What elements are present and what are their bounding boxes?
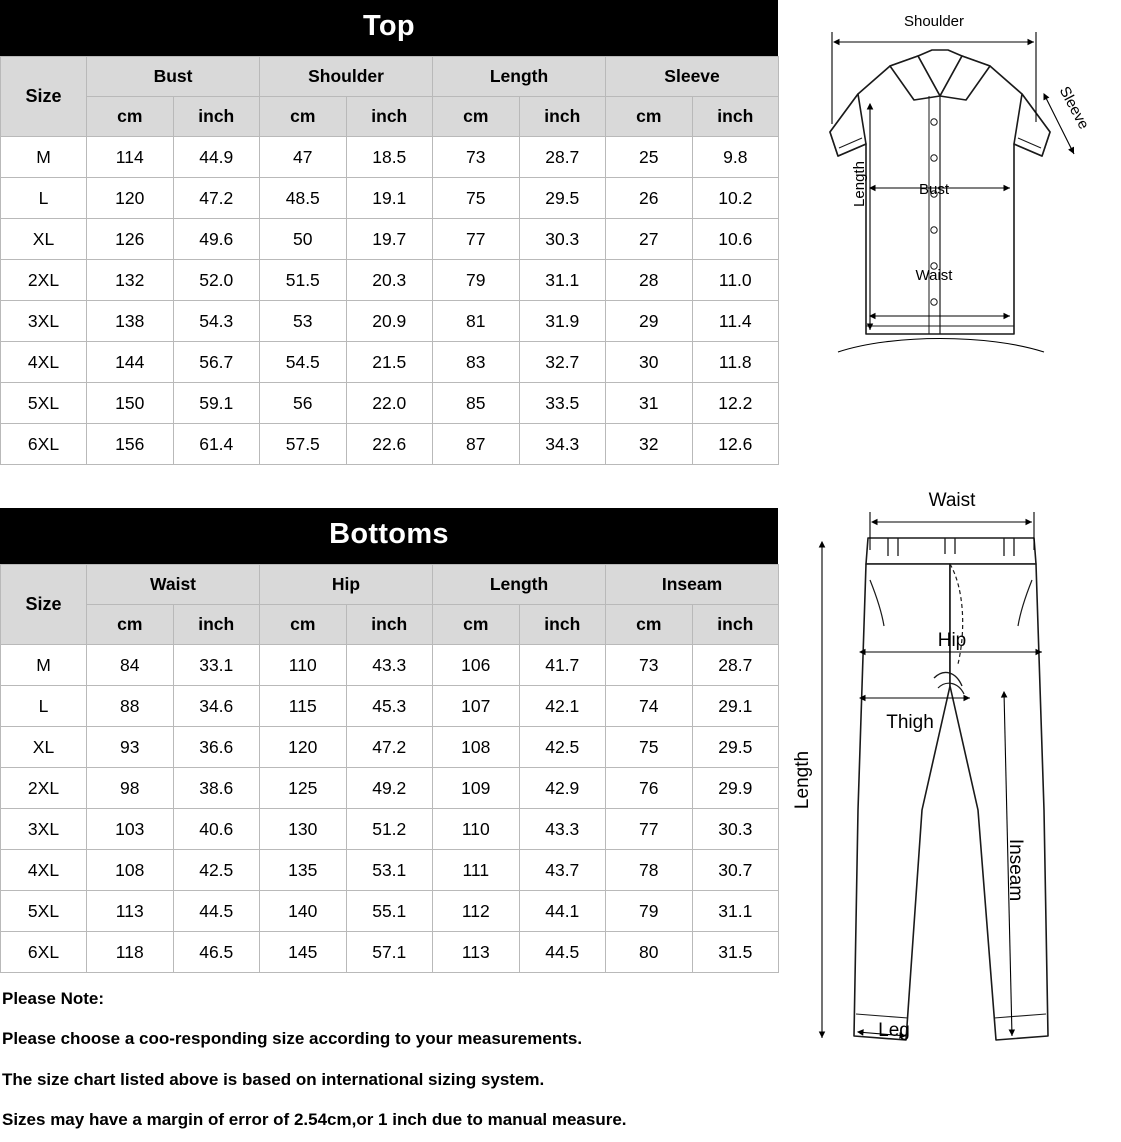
- cell-value: 28.7: [692, 645, 779, 686]
- cell-value: 41.7: [519, 645, 606, 686]
- top-size-chart: [0, 0, 778, 465]
- cell-value: 44.9: [173, 137, 260, 178]
- cell-value: 109: [433, 768, 520, 809]
- label-inseam: Inseam: [1005, 838, 1026, 902]
- cell-value: 47.2: [346, 727, 433, 768]
- cell-value: 50: [260, 219, 347, 260]
- cell-value: 25: [606, 137, 693, 178]
- cell-value: 28: [606, 260, 693, 301]
- header-group-inseam: Inseam: [606, 565, 779, 605]
- cell-size: 4XL: [1, 850, 87, 891]
- cell-value: 22.6: [346, 424, 433, 465]
- table-row: [1, 891, 779, 932]
- top-chart-title: Top: [0, 0, 778, 56]
- cell-value: 125: [260, 768, 347, 809]
- cell-size: 5XL: [1, 891, 87, 932]
- header-unit-cm: cm: [433, 605, 520, 645]
- cell-value: 87: [433, 424, 520, 465]
- cell-value: 44.5: [519, 932, 606, 973]
- cell-value: 42.5: [519, 727, 606, 768]
- cell-value: 32: [606, 424, 693, 465]
- cell-value: 103: [87, 809, 174, 850]
- notes-line-3: Sizes may have a margin of error of 2.54cm,or 1 inch due to manual measure.: [2, 1109, 627, 1129]
- cell-value: 150: [87, 383, 174, 424]
- header-group-shoulder: Shoulder: [260, 57, 433, 97]
- label-shoulder: Shoulder: [903, 13, 965, 30]
- cell-value: 98: [87, 768, 174, 809]
- cell-value: 73: [433, 137, 520, 178]
- cell-value: 77: [433, 219, 520, 260]
- cell-value: 93: [87, 727, 174, 768]
- cell-value: 11.4: [692, 301, 779, 342]
- cell-value: 115: [260, 686, 347, 727]
- cell-value: 75: [606, 727, 693, 768]
- header-unit-inch: inch: [346, 97, 433, 137]
- cell-value: 49.6: [173, 219, 260, 260]
- cell-value: 120: [87, 178, 174, 219]
- cell-value: 56: [260, 383, 347, 424]
- label-length: Length: [851, 161, 868, 207]
- notes-line-1: Please choose a coo-responding size according to your measurements.: [2, 1029, 583, 1049]
- cell-value: 29: [606, 301, 693, 342]
- header-unit-cm: cm: [433, 97, 520, 137]
- cell-value: 42.5: [173, 850, 260, 891]
- table-row: [1, 301, 779, 342]
- cell-value: 20.3: [346, 260, 433, 301]
- cell-value: 73: [606, 645, 693, 686]
- table-header-group-row: [1, 565, 779, 605]
- table-row: [1, 932, 779, 973]
- header-group-hip: Hip: [260, 565, 433, 605]
- cell-value: 107: [433, 686, 520, 727]
- label-waist: Waist: [928, 490, 976, 511]
- bottoms-size-chart: [0, 508, 778, 973]
- cell-value: 51.2: [346, 809, 433, 850]
- cell-value: 12.6: [692, 424, 779, 465]
- cell-value: 43.3: [519, 809, 606, 850]
- bottoms-size-table: [0, 564, 779, 973]
- cell-size: 2XL: [1, 768, 87, 809]
- header-unit-cm: cm: [606, 605, 693, 645]
- cell-value: 111: [433, 850, 520, 891]
- cell-value: 110: [260, 645, 347, 686]
- cell-value: 29.5: [519, 178, 606, 219]
- cell-value: 132: [87, 260, 174, 301]
- cell-size: 5XL: [1, 383, 87, 424]
- cell-value: 54.3: [173, 301, 260, 342]
- cell-size: XL: [1, 727, 87, 768]
- cell-value: 113: [87, 891, 174, 932]
- cell-value: 144: [87, 342, 174, 383]
- cell-value: 31: [606, 383, 693, 424]
- header-unit-cm: cm: [260, 605, 347, 645]
- cell-value: 114: [87, 137, 174, 178]
- cell-size: 2XL: [1, 260, 87, 301]
- cell-value: 79: [433, 260, 520, 301]
- cell-value: 22.0: [346, 383, 433, 424]
- table-row: [1, 260, 779, 301]
- cell-value: 42.1: [519, 686, 606, 727]
- cell-value: 29.9: [692, 768, 779, 809]
- cell-value: 27: [606, 219, 693, 260]
- cell-value: 110: [433, 809, 520, 850]
- cell-value: 85: [433, 383, 520, 424]
- cell-value: 76: [606, 768, 693, 809]
- table-row: [1, 727, 779, 768]
- cell-value: 61.4: [173, 424, 260, 465]
- cell-value: 31.5: [692, 932, 779, 973]
- cell-value: 49.2: [346, 768, 433, 809]
- bottoms-chart-title: Bottoms: [0, 508, 778, 564]
- cell-value: 12.2: [692, 383, 779, 424]
- cell-value: 42.9: [519, 768, 606, 809]
- table-header-unit-row: [1, 97, 779, 137]
- notes-line-2: The size chart listed above is based on international sizing system.: [2, 1069, 545, 1089]
- pants-diagram: [782, 480, 1118, 1100]
- cell-value: 19.7: [346, 219, 433, 260]
- cell-value: 118: [87, 932, 174, 973]
- cell-value: 31.9: [519, 301, 606, 342]
- table-row: [1, 137, 779, 178]
- table-header-unit-row: [1, 605, 779, 645]
- cell-size: 4XL: [1, 342, 87, 383]
- cell-value: 81: [433, 301, 520, 342]
- cell-value: 20.9: [346, 301, 433, 342]
- cell-value: 135: [260, 850, 347, 891]
- cell-size: L: [1, 686, 87, 727]
- header-group-length: Length: [433, 57, 606, 97]
- header-group-length: Length: [433, 565, 606, 605]
- header-unit-cm: cm: [87, 97, 174, 137]
- header-unit-inch: inch: [346, 605, 433, 645]
- header-group-waist: Waist: [87, 565, 260, 605]
- cell-value: 40.6: [173, 809, 260, 850]
- header-group-bust: Bust: [87, 57, 260, 97]
- header-unit-inch: inch: [173, 605, 260, 645]
- header-unit-inch: inch: [519, 97, 606, 137]
- header-size: Size: [1, 565, 87, 645]
- cell-size: 6XL: [1, 932, 87, 973]
- header-unit-inch: inch: [692, 605, 779, 645]
- table-row: [1, 850, 779, 891]
- cell-value: 138: [87, 301, 174, 342]
- table-row: [1, 809, 779, 850]
- cell-value: 19.1: [346, 178, 433, 219]
- header-unit-cm: cm: [260, 97, 347, 137]
- cell-value: 33.5: [519, 383, 606, 424]
- cell-value: 51.5: [260, 260, 347, 301]
- cell-value: 43.7: [519, 850, 606, 891]
- cell-value: 30: [606, 342, 693, 383]
- cell-size: 3XL: [1, 301, 87, 342]
- cell-value: 34.3: [519, 424, 606, 465]
- table-row: [1, 219, 779, 260]
- cell-size: M: [1, 137, 87, 178]
- cell-value: 140: [260, 891, 347, 932]
- cell-size: M: [1, 645, 87, 686]
- cell-size: L: [1, 178, 87, 219]
- cell-value: 112: [433, 891, 520, 932]
- cell-value: 34.6: [173, 686, 260, 727]
- cell-value: 106: [433, 645, 520, 686]
- cell-value: 53: [260, 301, 347, 342]
- cell-value: 84: [87, 645, 174, 686]
- cell-value: 44.5: [173, 891, 260, 932]
- cell-value: 29.5: [692, 727, 779, 768]
- cell-value: 74: [606, 686, 693, 727]
- cell-value: 10.6: [692, 219, 779, 260]
- cell-value: 18.5: [346, 137, 433, 178]
- cell-value: 83: [433, 342, 520, 383]
- cell-value: 54.5: [260, 342, 347, 383]
- cell-size: 6XL: [1, 424, 87, 465]
- cell-size: XL: [1, 219, 87, 260]
- cell-value: 9.8: [692, 137, 779, 178]
- cell-value: 31.1: [692, 891, 779, 932]
- table-row: [1, 645, 779, 686]
- cell-size: 3XL: [1, 809, 87, 850]
- table-row: [1, 424, 779, 465]
- top-size-table: [0, 56, 779, 465]
- cell-value: 11.0: [692, 260, 779, 301]
- cell-value: 53.1: [346, 850, 433, 891]
- label-length: Length: [792, 750, 813, 810]
- header-unit-cm: cm: [87, 605, 174, 645]
- label-bust: Bust: [918, 181, 950, 198]
- label-hip: Hip: [937, 630, 967, 651]
- cell-value: 43.3: [346, 645, 433, 686]
- label-thigh: Thigh: [886, 712, 934, 733]
- cell-value: 156: [87, 424, 174, 465]
- cell-value: 56.7: [173, 342, 260, 383]
- cell-value: 28.7: [519, 137, 606, 178]
- cell-value: 77: [606, 809, 693, 850]
- cell-value: 47: [260, 137, 347, 178]
- cell-value: 120: [260, 727, 347, 768]
- cell-value: 30.3: [519, 219, 606, 260]
- cell-value: 38.6: [173, 768, 260, 809]
- cell-value: 108: [433, 727, 520, 768]
- cell-value: 44.1: [519, 891, 606, 932]
- cell-value: 33.1: [173, 645, 260, 686]
- label-sleeve: Sleeve: [1055, 83, 1093, 133]
- notes-section: [0, 978, 778, 1139]
- cell-value: 46.5: [173, 932, 260, 973]
- notes-heading: Please Note:: [2, 989, 105, 1008]
- header-unit-cm: cm: [606, 97, 693, 137]
- cell-value: 145: [260, 932, 347, 973]
- cell-value: 113: [433, 932, 520, 973]
- cell-value: 32.7: [519, 342, 606, 383]
- header-unit-inch: inch: [519, 605, 606, 645]
- table-row: [1, 768, 779, 809]
- header-group-sleeve: Sleeve: [606, 57, 779, 97]
- cell-value: 88: [87, 686, 174, 727]
- cell-value: 31.1: [519, 260, 606, 301]
- cell-value: 59.1: [173, 383, 260, 424]
- cell-value: 130: [260, 809, 347, 850]
- cell-value: 45.3: [346, 686, 433, 727]
- cell-value: 126: [87, 219, 174, 260]
- header-size: Size: [1, 57, 87, 137]
- cell-value: 11.8: [692, 342, 779, 383]
- table-row: [1, 686, 779, 727]
- shirt-diagram: [782, 4, 1118, 404]
- cell-value: 30.7: [692, 850, 779, 891]
- table-row: [1, 342, 779, 383]
- table-header-group-row: [1, 57, 779, 97]
- cell-value: 26: [606, 178, 693, 219]
- cell-value: 21.5: [346, 342, 433, 383]
- header-unit-inch: inch: [692, 97, 779, 137]
- cell-value: 52.0: [173, 260, 260, 301]
- cell-value: 78: [606, 850, 693, 891]
- cell-value: 75: [433, 178, 520, 219]
- cell-value: 48.5: [260, 178, 347, 219]
- cell-value: 36.6: [173, 727, 260, 768]
- label-leg: Leg: [878, 1020, 910, 1041]
- cell-value: 108: [87, 850, 174, 891]
- table-row: [1, 178, 779, 219]
- cell-value: 57.1: [346, 932, 433, 973]
- cell-value: 57.5: [260, 424, 347, 465]
- cell-value: 10.2: [692, 178, 779, 219]
- cell-value: 29.1: [692, 686, 779, 727]
- cell-value: 80: [606, 932, 693, 973]
- label-waist: Waist: [915, 267, 953, 284]
- table-row: [1, 383, 779, 424]
- cell-value: 55.1: [346, 891, 433, 932]
- cell-value: 79: [606, 891, 693, 932]
- header-unit-inch: inch: [173, 97, 260, 137]
- cell-value: 30.3: [692, 809, 779, 850]
- cell-value: 47.2: [173, 178, 260, 219]
